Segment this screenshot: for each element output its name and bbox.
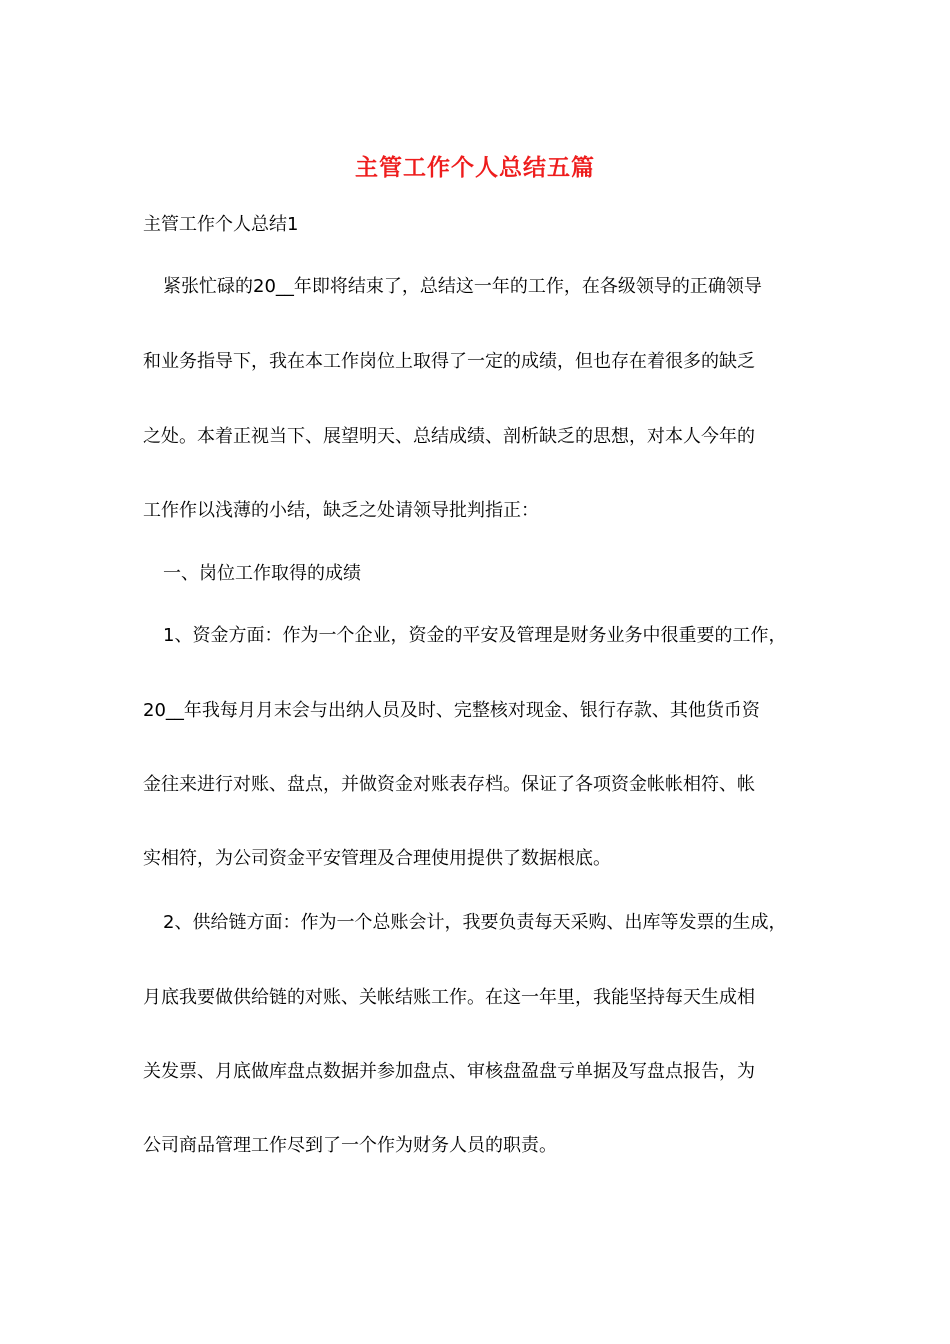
- paragraph-line: 1、资金方面：作为一个企业，资金的平安及管理是财务业务中很重要的工作，: [163, 625, 787, 646]
- paragraph-line: 工作作以浅薄的小结，缺乏之处请领导批判指正：: [143, 500, 539, 521]
- paragraph-line: 金往来进行对账、盘点，并做资金对账表存档。保证了各项资金帐帐相符、帐: [143, 774, 755, 795]
- paragraph-line: 和业务指导下，我在本工作岗位上取得了一定的成绩，但也存在着很多的缺乏: [143, 351, 755, 372]
- paragraph-line: 20__年我每月月末会与出纳人员及时、完整核对现金、银行存款、其他货币资: [143, 700, 760, 721]
- document-title: 主管工作个人总结五篇: [355, 154, 595, 181]
- paragraph-line: 关发票、月底做库盘点数据并参加盘点、审核盘盈盘亏单据及写盘点报告，为: [143, 1061, 755, 1082]
- paragraph-line: 月底我要做供给链的对账、关帐结账工作。在这一年里，我能坚持每天生成相: [143, 987, 755, 1008]
- paragraph-line: 公司商品管理工作尽到了一个作为财务人员的职责。: [143, 1135, 557, 1156]
- subheading: 一、岗位工作取得的成绩: [163, 563, 361, 584]
- paragraph-line: 实相符，为公司资金平安管理及合理使用提供了数据根底。: [143, 848, 611, 869]
- paragraph-line: 紧张忙碌的20__年即将结束了，总结这一年的工作，在各级领导的正确领导: [163, 276, 762, 297]
- paragraph-line: 之处。本着正视当下、展望明天、总结成绩、剖析缺乏的思想，对本人今年的: [143, 426, 755, 447]
- section-heading: 主管工作个人总结1: [143, 214, 299, 235]
- paragraph-line: 2、供给链方面：作为一个总账会计，我要负责每天采购、出库等发票的生成，: [163, 912, 787, 933]
